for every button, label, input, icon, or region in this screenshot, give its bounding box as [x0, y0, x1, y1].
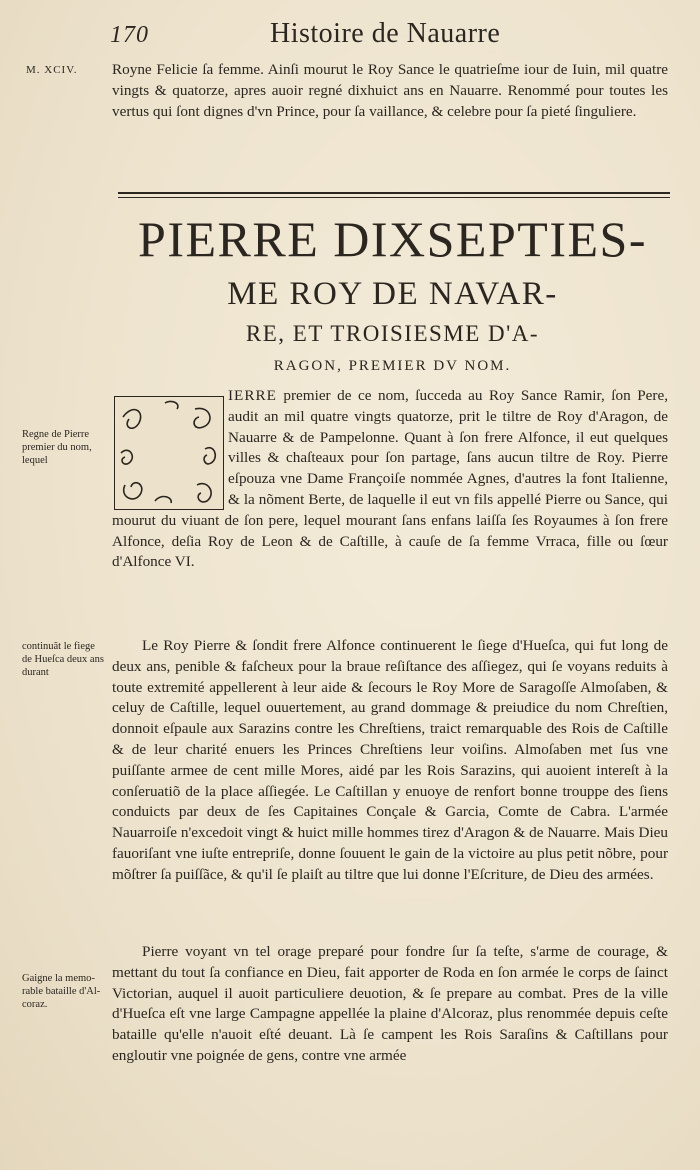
chapter-title-line-4: RAGON, PREMIER DV NOM. [273, 358, 512, 374]
paragraph-1 [112, 386, 668, 573]
divider-rule-thick [118, 192, 670, 194]
page-header [110, 18, 670, 52]
margin-note-1: Regne de Pierre premier du nom, lequel [22, 429, 92, 466]
chapter-title-line-1: PIERRE DIXSEPTIES- [138, 211, 647, 267]
page-number: 170 [110, 22, 149, 48]
intro-paragraph: Royne Felicie ſa femme. Ainſi mourut le Roy Sance le quatrieſme iour de Iuin, mil quatre vingts & quatorze, apres auoir regné dixhuict ans en Nauarre. Renommé pour toutes les vertus qui ſont dignes d'vn Prince, pour ſa vaillance, & celebre pour ſa pieté ſinguliere. [112, 61, 668, 120]
running-title: Histoire de Nauarre [270, 18, 501, 49]
paragraph-2: Le Roy Pierre & ſondit frere Alfonce continuerent le ſiege d'Hueſca, qui fut long de deux ans, penible & faſcheux pour la braue reſiſtance des aſſiegez, qui ſe voyans reduits à toute extremité appellerent à leur aide & ſecours le Roy More de Saragoſſe Almoſaben, & celuy de Caſtille, lequel ouuertement, au grand dommage & preiudice du nom Chreſtien, donnoit eſpaule aux Sarazins contre les Chreſtiens, traict remarquable des Rois de Caſtille & de leur charité enuers les Princes Chreſtiens leur voiſins. Almoſaben met ſus vne puiſſante armee de cent mille Mores, aidé par les Rois Sarazins, qui auoient intereſt à la conſeruatiõ de la place aſſiegée. Le Caſtillan y enuoye de renfort bonne trouppe des ſiens conduicts par deux de ſes Capitaines Conçale & Garcia, Comte de Cabra. L'armée Nauarroiſe n'excedoit vingt & huict mille hommes tirez d'Aragon & de Nauarre. Mais Dieu fauoriſant vne iuſte entrepriſe, donne ſouuent le gain de la victoire au plus petit nõbre, pour mõſtrer ſa puiſſãce, & qu'il ſe plaiſt au tiltre que lui donne l'Eſcriture, de Dieu des armées. [112, 637, 668, 883]
margin-note-2: continuãt le fiege de Hueſca deux ans durant [22, 641, 104, 678]
margin-year: M. XCIV. [26, 64, 78, 76]
divider-rule-thin [118, 197, 670, 198]
margin-note-3: Gaigne la memo- rable bataille d'Al- coraz. [22, 973, 101, 1010]
paragraph-3: Pierre voyant vn tel orage preparé pour fondre ſur ſa teſte, s'arme de courage, & mettant du tout ſa confiance en Dieu, fait apporter de Roda en ſon armée le corps de ſainct Victorian, auquel il auoit particuliere deuotion, & ſe prepare au combat. Pres de la ville d'Hueſca eſt vne large Campagne appellée la plaine d'Alcoraz, plus renommée depuis ceſte bataille qu'elle n'auoit eſté deuant. Là ſe campent les Rois Saraſins & Caſtillans pour engloutir vne poignée de gens, contre vne armée [112, 943, 668, 1064]
paragraph-1-lead: IERRE [228, 387, 277, 404]
drop-cap-space [112, 386, 228, 510]
paragraph-1-text: premier de ce nom, ſucceda au Roy Sance Ramir, ſon Pere, audit an mil quatre vingts quatorze, prit le tiltre de Roy d'Aragon, de Nauarre & de Pampelonne. Quant à ſon frere Alfonce, il eut quelques villes & chaſteaux pour ſon partage, ſans aucun tiltre de Roy. Pierre eſpouza vne Dame Françoiſe nommée Agnes, d'autres la font Italienne, & la nõment Berte, de laquelle il eut vn fils appellé Pierre ou Sance, qui mourut du viuant de ſon pere, lequel mourant ſans enfans laiſſa ſes Royaumes à ſon frere Alfonce, deſia Roy de Leon & de Caſtille, à cauſe de ſa femme Vrraca, fille ou ſœur d'Alfonce VI. [112, 387, 668, 571]
chapter-title-line-3: RE, ET TROISIESME D'A- [245, 321, 540, 346]
chapter-title-line-2: ME ROY DE NAVAR- [227, 276, 558, 312]
